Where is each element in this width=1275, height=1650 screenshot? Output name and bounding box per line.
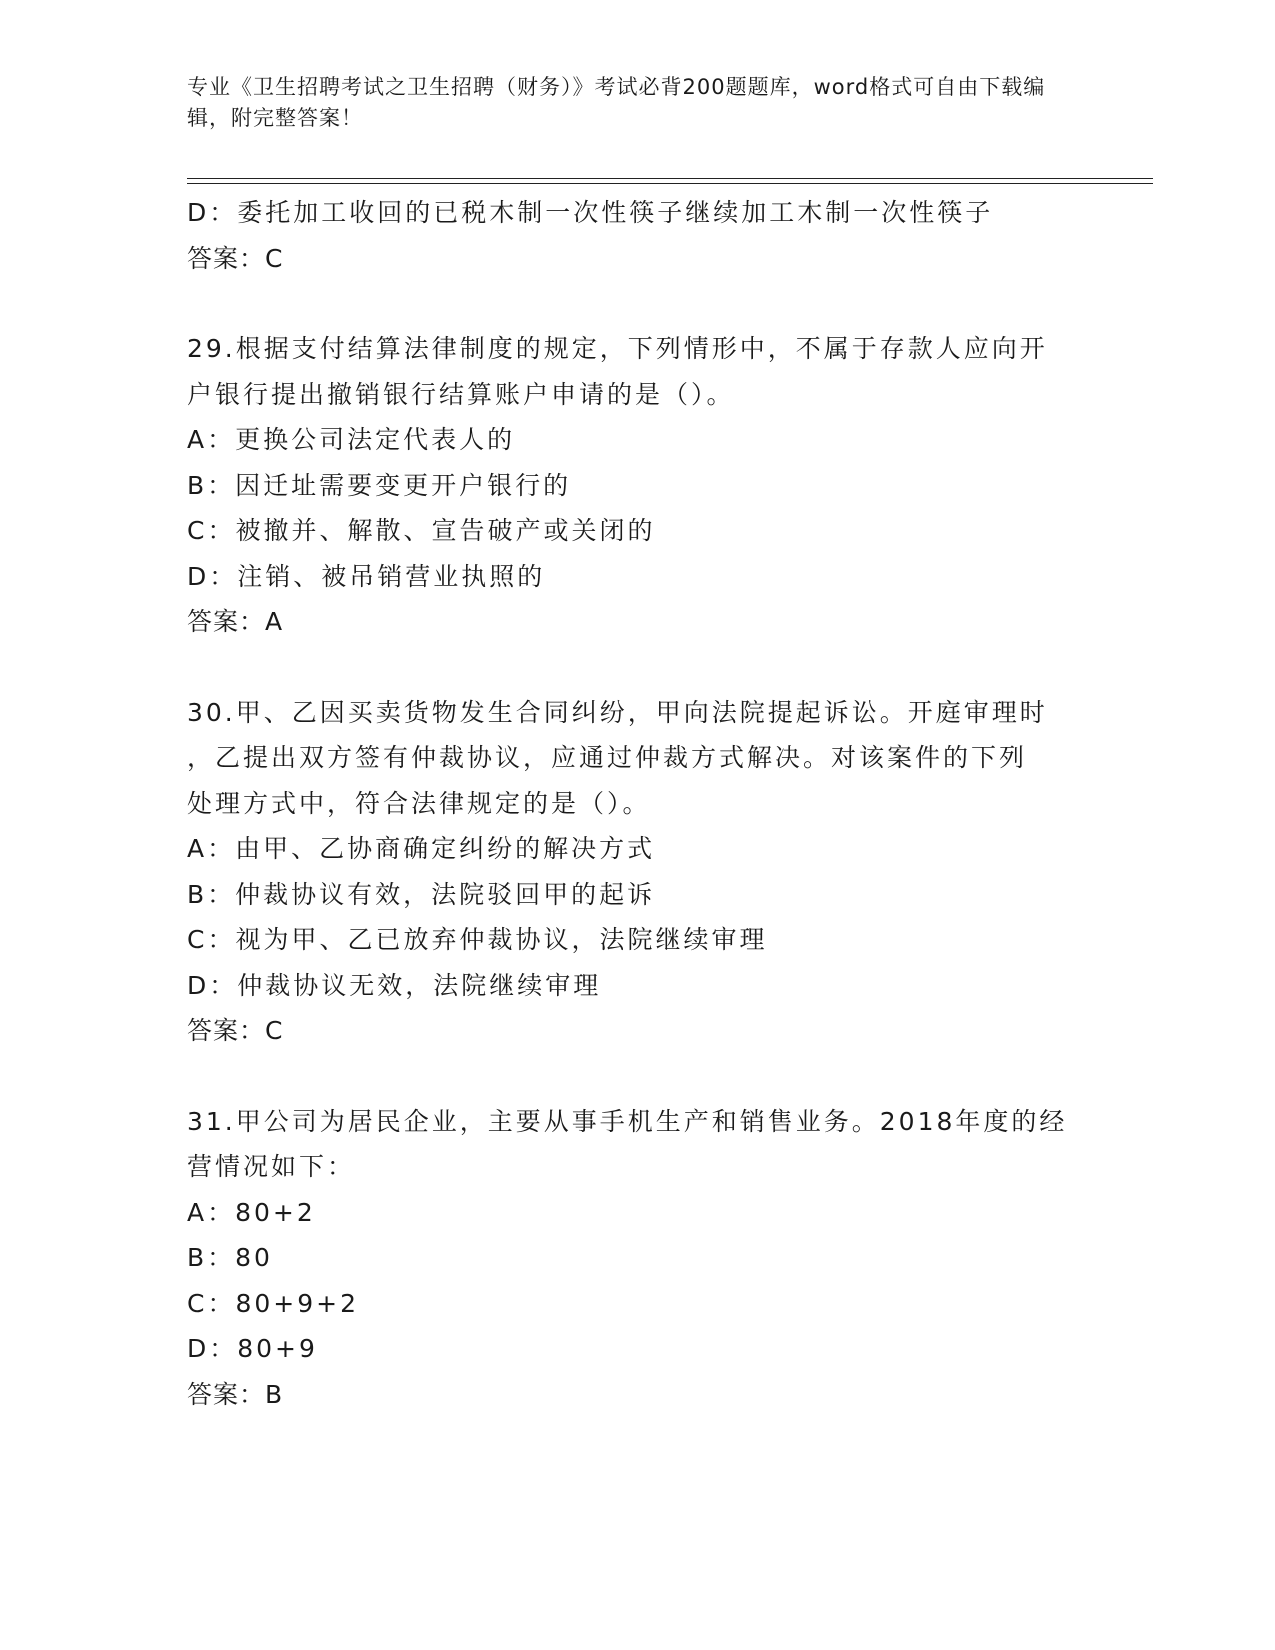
question-block	[187, 690, 1087, 1054]
question-stem-line: 31.甲公司为居民企业，主要从事手机生产和销售业务。2018年度的经	[187, 1106, 1068, 1136]
option-c: C：80+9+2	[187, 1288, 359, 1318]
option-a: A：80+2	[187, 1197, 316, 1227]
option-a: A：更换公司法定代表人的	[187, 425, 516, 454]
option-d: D：80+9	[187, 1334, 318, 1363]
header-rule-bottom	[187, 183, 1153, 184]
question-stem-line: 户银行提出撤销银行结算账户申请的是（）。	[187, 379, 735, 409]
answer-line: 答案：C	[187, 243, 284, 273]
question-stem-line: ，乙提出双方签有仲裁协议，应通过仲裁方式解决。对该案件的下列	[187, 743, 1028, 772]
question-stem-line: 29.根据支付结算法律制度的规定，下列情形中，不属于存款人应向开	[187, 334, 1048, 363]
answer-line: 答案：C	[187, 1016, 284, 1045]
option-b: B：80	[187, 1243, 273, 1272]
answer-line: 答案：A	[187, 607, 284, 636]
option-a: A：由甲、乙协商确定纠纷的解决方式	[187, 834, 656, 863]
option-d: D：注销、被吊销营业执照的	[187, 561, 546, 591]
question-stem-line: 30.甲、乙因买卖货物发生合同纠纷，甲向法院提起诉讼。开庭审理时	[187, 697, 1048, 727]
document-header: 专业《卫生招聘考试之卫生招聘（财务）》考试必背200题题库，word格式可自由下载编辑，附完整答案！	[187, 75, 1046, 130]
option-c: C：被撤并、解散、宣告破产或关闭的	[187, 516, 656, 545]
question-stem-line: 营情况如下：	[187, 1152, 356, 1181]
option-b: B：仲裁协议有效，法院驳回甲的起诉	[187, 879, 656, 909]
answer-line: 答案：B	[187, 1379, 284, 1409]
question-block	[187, 1099, 1087, 1418]
header-rule-top	[187, 178, 1153, 179]
option-d: D：仲裁协议无效，法院继续审理	[187, 970, 602, 1000]
questions-content	[187, 190, 1087, 1417]
option-c: C：视为甲、乙已放弃仲裁协议，法院继续审理	[187, 925, 768, 954]
option-d: D：委托加工收回的已税木制一次性筷子继续加工木制一次性筷子	[187, 198, 994, 227]
question-stem-line: 处理方式中，符合法律规定的是（）。	[187, 788, 651, 818]
question-block	[187, 326, 1087, 645]
option-b: B：因迁址需要变更开户银行的	[187, 470, 572, 500]
